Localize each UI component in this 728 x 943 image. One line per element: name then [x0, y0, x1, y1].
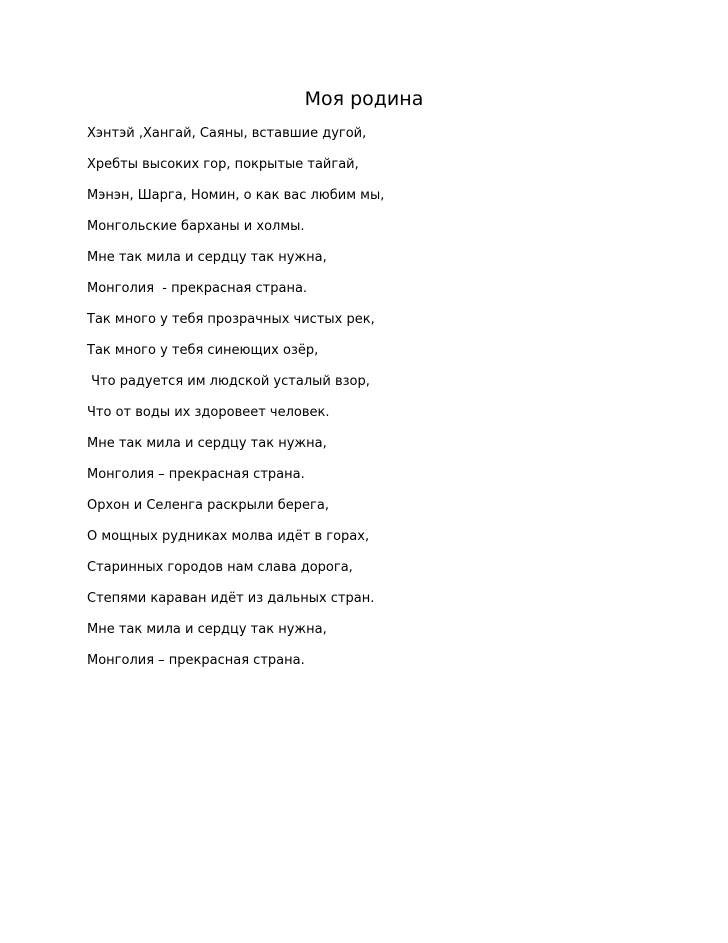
poem-line: Орхон и Селенга раскрыли берега, [87, 498, 329, 513]
poem-line: Монгольские барханы и холмы. [87, 219, 305, 234]
poem-line: Монголия – прекрасная страна. [87, 467, 305, 482]
poem-line: Монголия – прекрасная страна. [87, 653, 305, 668]
poem-line: Старинных городов нам слава дорога, [87, 560, 353, 575]
poem-line: Мне так мила и сердцу так нужна, [87, 436, 327, 451]
poem-line: Хэнтэй ,Хангай, Саяны, вставшие дугой, [87, 126, 367, 141]
poem-line: О мощных рудниках молва идёт в горах, [87, 529, 370, 544]
poem-line: Хребты высоких гор, покрытые тайгай, [87, 157, 359, 172]
poem-line: Монголия - прекрасная страна. [87, 281, 308, 296]
poem-line: Степями караван идёт из дальных стран. [87, 591, 375, 606]
poem-line: Так много у тебя прозрачных чистых рек, [87, 312, 375, 327]
poem-line: Так много у тебя синеющих озёр, [87, 343, 319, 358]
poem-line: Мэнэн, Шарга, Номин, о как вас любим мы, [87, 188, 385, 203]
document-title: Моя родина [304, 88, 424, 110]
poem-line: Мне так мила и сердцу так нужна, [87, 250, 327, 265]
poem-line: Что радуется им людской усталый взор, [87, 374, 370, 389]
poem-line: Мне так мила и сердцу так нужна, [87, 622, 327, 637]
poem-line: Что от воды их здоровеет человек. [87, 405, 330, 420]
poem-body [87, 124, 384, 682]
